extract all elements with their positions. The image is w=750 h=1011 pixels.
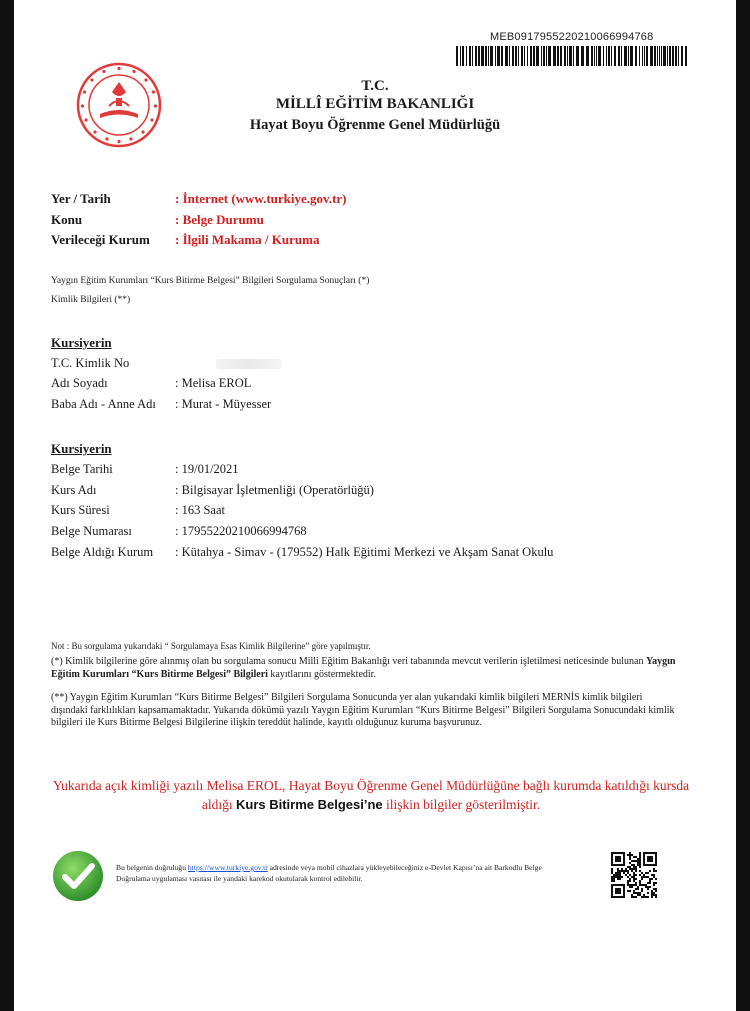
row-cert-date: Belge Tarihi : 19/01/2021	[51, 462, 239, 476]
meta-row-subject: Konu : Belge Durumu	[51, 212, 264, 227]
note-star1-bold: Yaygın Eğitim Kurumları “Kurs Bitirme Belgesi” Bilgileri	[51, 656, 676, 680]
meta-row-place-date: Yer / Tarih : İnternet (www.turkiye.gov.tr)	[51, 191, 347, 206]
row-value: 163 Saat	[181, 503, 226, 517]
header-directorate: Hayat Boyu Öğrenme Genel Müdürlüğü	[249, 117, 501, 133]
meta-label: Konu	[51, 212, 83, 227]
row-value: Kütahya - Simav - (179552) Halk Eğitimi Merkezi ve Akşam Sanat Okulu	[181, 545, 554, 559]
note-line: Not : Bu sorgulama yukarıdaki “ Sorgulamaya Esas Kimlik Bilgilerine” göre yapılmıştır.	[51, 641, 371, 651]
check-icon	[52, 850, 104, 902]
meta-label: Verileceği Kurum	[51, 232, 150, 247]
header-tc: T.C.	[361, 78, 389, 94]
summary-paragraph: Yukarıda açık kimliği yazılı Melisa EROL, Hayat Boyu Öğrenme Genel Müdürlüğüne bağlı kurumda katıldığı kursda aldığı Kurs Bitirme Belgesi’ne ilişkin bilgiler gösterilmiştir.	[52, 778, 690, 812]
meta-value: İlgili Makama / Kuruma	[182, 232, 320, 247]
row-value: 19/01/2021	[181, 462, 239, 476]
row-value: Bilgisayar İşletmenliği (Operatörlüğü)	[181, 483, 374, 497]
section-title-identity: Kursiyerin	[51, 335, 112, 350]
verification-text: Bu belgenin doğruluğu https://www.turkiye.gov.tr adresinde veya mobil cihazlara yükleyebileceğiniz e-Devlet Kapısı’na ait Barkodlu Belge Doğrulama uygulaması vasıtası ile yandaki karekod okutularak kontrol edilebilir.	[116, 863, 542, 883]
row-tc-kimlik	[51, 356, 282, 371]
verify-link[interactable]: https://www.turkiye.gov.tr	[187, 863, 268, 872]
row-label: Belge Numarası	[51, 524, 132, 538]
row-name: Adı Soyadı : Melisa EROL	[51, 376, 252, 390]
row-parents: Baba Adı - Anne Adı : Murat - Müyesser	[51, 397, 272, 411]
row-label: Adı Soyadı	[51, 376, 108, 390]
note-star1: (*) Kimlik bilgilerine göre alınmış olan bu sorgulama sonucu Milli Eğitim Bakanlığı veri tabanında mevcut verilerin işletilmesi neticesinde bulunan Yaygın Eğitim Kurumları “Kurs Bitirme Belgesi” Bilgileri kayıtlarını göstermektedir.	[51, 656, 676, 680]
row-institution: Belge Aldığı Kurum : Kütahya - Simav - (179552) Halk Eğitimi Merkezi ve Akşam Sanat Okulu	[51, 545, 554, 559]
meta-value: Belge Durumu	[182, 212, 264, 227]
identity-subtitle: Kimlik Bilgileri (**)	[51, 295, 131, 305]
header-ministry: MİLLÎ EĞİTİM BAKANLIĞI	[275, 96, 475, 112]
row-cert-number: Belge Numarası : 17955220210066994768	[51, 524, 307, 538]
row-label: Kurs Süresi	[51, 503, 110, 517]
row-label: Belge Aldığı Kurum	[51, 545, 154, 559]
row-value: Melisa EROL	[181, 376, 252, 390]
redacted-value	[216, 359, 282, 369]
barcode-image	[456, 46, 688, 66]
row-value: 17955220210066994768	[181, 524, 307, 538]
row-label: T.C. Kimlik No	[51, 356, 130, 370]
meta-value: İnternet (www.turkiye.gov.tr)	[182, 191, 347, 206]
meta-row-recipient: Verileceği Kurum : İlgili Makama / Kuruma	[51, 232, 320, 247]
summary-bold: Kurs Bitirme Belgesi’ne	[235, 797, 383, 812]
meta-label: Yer / Tarih	[51, 191, 111, 206]
barcode-number: MEB0917955220210066994768	[490, 31, 654, 43]
row-label: Kurs Adı	[51, 483, 97, 497]
row-course-duration: Kurs Süresi : 163 Saat	[51, 503, 226, 517]
document-page	[14, 0, 736, 1011]
qr-code	[611, 852, 657, 898]
note-star2: (**) Yaygın Eğitim Kurumları “Kurs Bitirme Belgesi” Bilgileri Sorgulama Sonucunda yer alan yukarıdaki kimlik bilgileri MERNİS kimlik bilgileri dışındaki farklılıkları kapsamamaktadır. Yukarıda dökümü yazılı Yaygın Eğitim Kurumları “Kurs Bitirme Belgesi” Bilgileri Sorgulama Sonucundaki kimlik bilgileri ile Kurs Bitirme Belgesi Bilgilerine ilişkin tereddüt halinde, kayıtlı olduğunuz kuruma başvurunuz.	[51, 692, 675, 728]
row-label: Baba Adı - Anne Adı	[51, 397, 156, 411]
row-value: Murat - Müyesser	[181, 397, 272, 411]
row-course-name: Kurs Adı : Bilgisayar İşletmenliği (Operatörlüğü)	[51, 483, 374, 497]
query-results-subtitle: Yaygın Eğitim Kurumları “Kurs Bitirme Belgesi” Bilgileri Sorgulama Sonuçları (*)	[51, 276, 370, 286]
row-label: Belge Tarihi	[51, 462, 113, 476]
section-title-certificate: Kursiyerin	[51, 441, 112, 456]
